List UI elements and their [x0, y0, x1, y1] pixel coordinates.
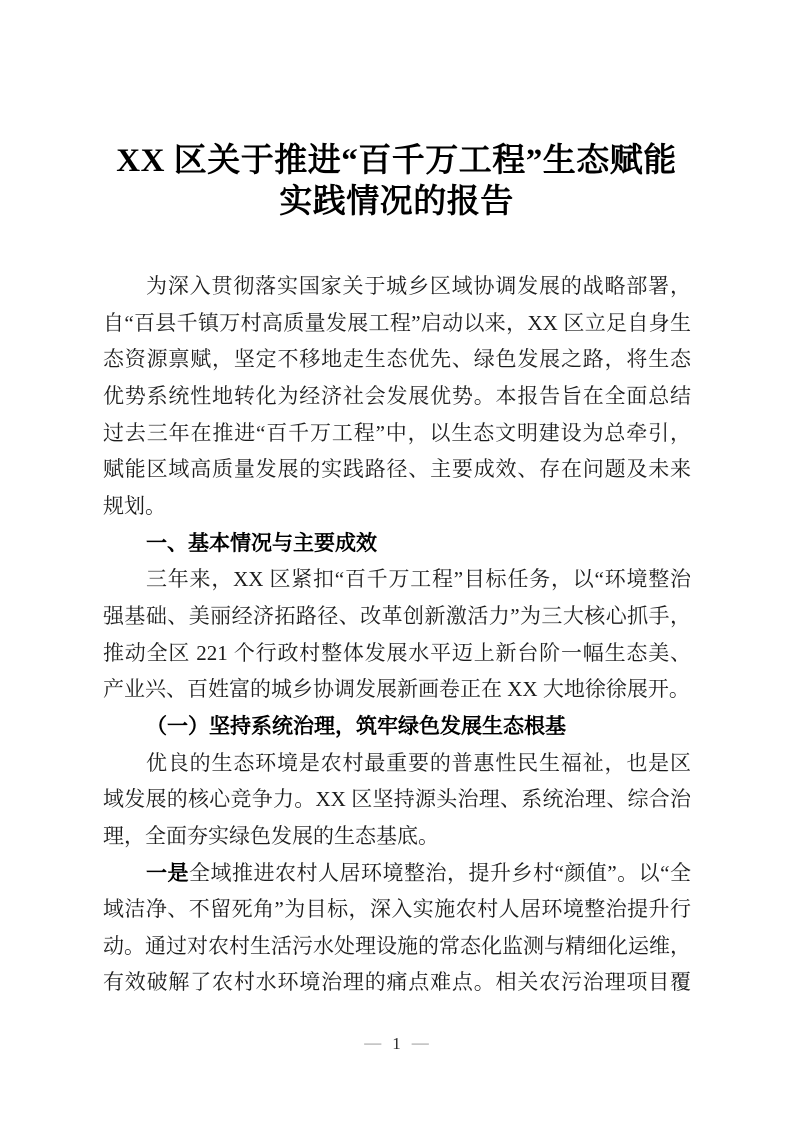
text-line: 过去三年在推进“百千万工程”中，以生态文明建设为总牵引，: [103, 420, 691, 445]
text-line: 产业兴、百姓富的城乡协调发展新画卷正在 XX 大地徐徐展开。: [103, 677, 690, 702]
text-line: 有效破解了农村水环境治理的痛点难点。相关农污治理项目覆: [103, 970, 691, 995]
text-line: 优良的生态环境是农村最重要的普惠性民生福祉，也是区: [146, 750, 691, 775]
text-line: 规划。: [103, 493, 166, 518]
footer-dash-right: —: [411, 1033, 429, 1052]
page-number: 1: [392, 1034, 401, 1053]
bold-lead-in: 一是: [146, 860, 190, 885]
text-line: 强基础、美丽经济拓路径、改革创新激活力”为三大核心抓手，: [103, 603, 691, 628]
text-line: 为深入贯彻落实国家关于城乡区域协调发展的战略部署，: [146, 274, 691, 298]
text-line: 自“百县千镇万村高质量发展工程”启动以来，XX 区立足自身生: [103, 310, 691, 335]
text-line: 赋能区域高质量发展的实践路径、主要成效、存在问题及未来: [103, 457, 691, 482]
section-heading-2: （一）坚持系统治理，筑牢绿色发展生态根基: [146, 713, 566, 738]
text-line: 三年来，XX 区紧扣“百千万工程”目标任务，以“环境整治: [146, 567, 691, 592]
text-line: 理，全面夯实绿色发展的生态基底。: [103, 823, 439, 848]
page-footer: [0, 1033, 793, 1055]
footer-dash-left: —: [364, 1033, 382, 1052]
text-line: 域洁净、不留死角”为目标，深入实施农村人居环境整治提升行: [103, 897, 691, 922]
text-line: 域发展的核心竞争力。XX 区坚持源头治理、系统治理、综合治: [103, 787, 691, 812]
text-line: 态资源禀赋，坚定不移地走生态优先、绿色发展之路，将生态: [103, 347, 691, 372]
document-body: [103, 268, 691, 1001]
text-run: 全域推进农村人居环境整治，提升乡村“颜值”。以“全: [189, 860, 692, 885]
text-line: 优势系统性地转化为经济社会发展优势。本报告旨在全面总结: [103, 383, 691, 408]
text-line: 动。通过对农村生活污水处理设施的常态化监测与精细化运维，: [103, 933, 691, 958]
title-line-1: XX 区关于推进“百千万工程”生态赋能: [116, 143, 677, 179]
text-line: [103, 855, 691, 892]
section-heading-1: 一、基本情况与主要成效: [146, 530, 377, 555]
text-line: 推动全区 221 个行政村整体发展水平迈上新台阶一幅生态美、: [103, 640, 691, 665]
document-title: [0, 141, 793, 223]
title-line-2: 实践情况的报告: [279, 184, 514, 220]
